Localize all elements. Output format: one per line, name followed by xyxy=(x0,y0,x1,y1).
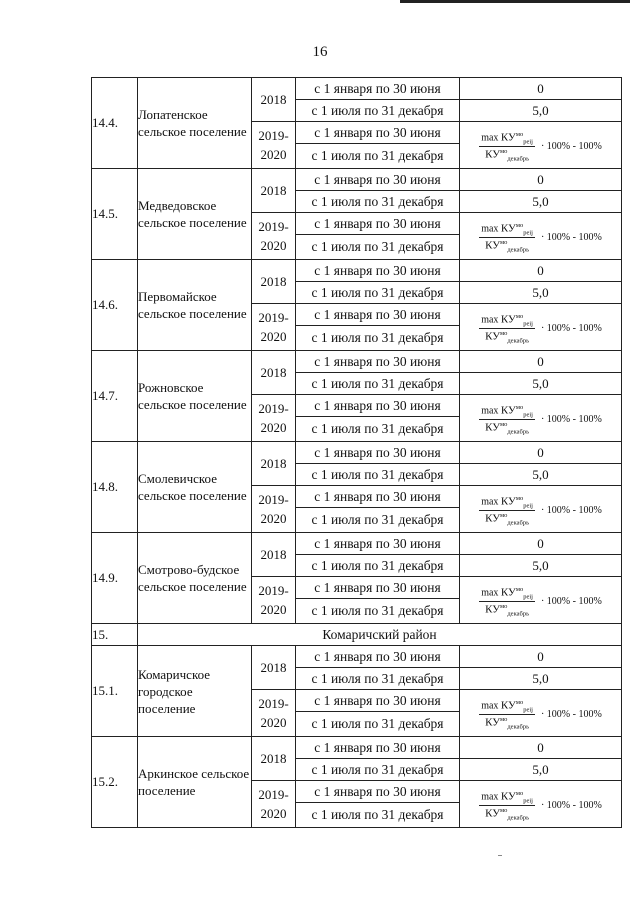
period-second-half: с 1 июля по 31 декабря xyxy=(296,373,460,395)
formula-max: max xyxy=(481,495,499,507)
year-2018: 2018 xyxy=(252,442,296,486)
formula-rest: · 100% - 100% xyxy=(540,504,602,516)
formula-sub-december: декабрь xyxy=(507,337,530,345)
period-second-half: с 1 июля по 31 декабря xyxy=(296,417,460,442)
period-first-half: с 1 января по 30 июня xyxy=(296,351,460,373)
formula-sup: мо xyxy=(515,403,524,411)
formula-rest: · 100% - 100% xyxy=(540,322,602,334)
formula-rest: · 100% - 100% xyxy=(540,140,602,152)
period-first-half: с 1 января по 30 июня xyxy=(296,260,460,282)
formula-max: max xyxy=(481,404,499,416)
formula-sup: мо xyxy=(515,789,524,797)
year-2018: 2018 xyxy=(252,533,296,577)
row-number: 14.4. xyxy=(92,78,138,169)
settlement-name: Медведовское сельское поселение xyxy=(138,169,252,260)
formula-max: max xyxy=(481,790,499,802)
formula-sup: мо xyxy=(515,221,524,229)
period-second-half: с 1 июля по 31 декабря xyxy=(296,803,460,828)
formula-cell xyxy=(460,781,622,828)
period-second-half: с 1 июля по 31 декабря xyxy=(296,282,460,304)
value-zero: 0 xyxy=(460,533,622,555)
period-first-half: с 1 января по 30 июня xyxy=(296,304,460,326)
formula xyxy=(479,495,602,527)
row-number: 14.6. xyxy=(92,260,138,351)
formula-max: max xyxy=(481,313,499,325)
page-number: 16 xyxy=(312,44,328,60)
year-2019-2020: 2019- 2020 xyxy=(252,122,296,169)
value-zero: 0 xyxy=(460,260,622,282)
year-2019-2020: 2019- 2020 xyxy=(252,690,296,737)
settlement-name: Комаричское городское поселение xyxy=(138,646,252,737)
formula-sup: мо xyxy=(500,511,508,519)
year-2018: 2018 xyxy=(252,169,296,213)
year-2018: 2018 xyxy=(252,737,296,781)
formula-ku: КУ xyxy=(485,807,500,820)
formula-max: max xyxy=(481,699,499,711)
formula-cell xyxy=(460,690,622,737)
formula-rest: · 100% - 100% xyxy=(540,231,602,243)
period-first-half: с 1 января по 30 июня xyxy=(296,690,460,712)
formula-ku: КУ xyxy=(485,148,500,161)
formula-rest: · 100% - 100% xyxy=(540,708,602,720)
row-number: 15.2. xyxy=(92,737,138,828)
formula-sub-december: декабрь xyxy=(507,246,530,254)
formula-max: max xyxy=(481,131,499,143)
formula-cell xyxy=(460,304,622,351)
formula-sub-december: декабрь xyxy=(507,814,530,822)
formula-ku: КУ xyxy=(485,716,500,729)
year-2018: 2018 xyxy=(252,260,296,304)
formula xyxy=(479,404,602,436)
table-row xyxy=(92,169,622,191)
period-second-half: с 1 июля по 31 декабря xyxy=(296,144,460,169)
period-second-half: с 1 июля по 31 декабря xyxy=(296,235,460,260)
value-five: 5,0 xyxy=(460,282,622,304)
scan-artifact xyxy=(498,855,502,856)
formula-sub-december: декабрь xyxy=(507,610,530,618)
formula-sub-december: декабрь xyxy=(507,155,530,163)
row-number: 14.7. xyxy=(92,351,138,442)
formula-sup: мо xyxy=(500,715,508,723)
formula-sup: мо xyxy=(515,698,524,706)
period-first-half: с 1 января по 30 июня xyxy=(296,533,460,555)
formula-cell xyxy=(460,486,622,533)
formula-sup: мо xyxy=(515,494,524,502)
formula-sup: мо xyxy=(515,312,524,320)
year-2019-2020: 2019- 2020 xyxy=(252,781,296,828)
formula-ku: КУ xyxy=(500,130,516,143)
settlement-name: Рожновское сельское поселение xyxy=(138,351,252,442)
period-first-half: с 1 января по 30 июня xyxy=(296,122,460,144)
period-first-half: с 1 января по 30 июня xyxy=(296,577,460,599)
formula-sup: мо xyxy=(500,602,508,610)
tariff-table xyxy=(91,77,622,828)
formula-sup: мо xyxy=(500,147,508,155)
formula-cell xyxy=(460,395,622,442)
period-first-half: с 1 января по 30 июня xyxy=(296,646,460,668)
formula xyxy=(479,586,602,618)
table-row xyxy=(92,737,622,759)
region-row xyxy=(92,624,622,646)
value-five: 5,0 xyxy=(460,191,622,213)
formula xyxy=(479,790,602,822)
year-2019-2020: 2019- 2020 xyxy=(252,213,296,260)
row-number: 14.8. xyxy=(92,442,138,533)
value-five: 5,0 xyxy=(460,100,622,122)
formula-ku: КУ xyxy=(500,789,516,802)
period-first-half: с 1 января по 30 июня xyxy=(296,169,460,191)
value-five: 5,0 xyxy=(460,464,622,486)
formula xyxy=(479,131,602,163)
value-five: 5,0 xyxy=(460,373,622,395)
formula-sub-december: декабрь xyxy=(507,723,530,731)
settlement-name: Первомайское сельское поселение xyxy=(138,260,252,351)
settlement-name: Смотрово-будское сельское поселение xyxy=(138,533,252,624)
table-row xyxy=(92,260,622,282)
formula-sub: peij xyxy=(523,796,533,804)
table-row xyxy=(92,646,622,668)
year-2019-2020: 2019- 2020 xyxy=(252,395,296,442)
formula-max: max xyxy=(481,222,499,234)
table-row xyxy=(92,442,622,464)
value-zero: 0 xyxy=(460,78,622,100)
formula-sub: peij xyxy=(523,319,533,327)
formula-sub: peij xyxy=(523,137,533,145)
formula-ku: КУ xyxy=(500,494,516,507)
formula-ku: КУ xyxy=(485,512,500,525)
formula-rest: · 100% - 100% xyxy=(540,595,602,607)
formula-sub: peij xyxy=(523,228,533,236)
formula-ku: КУ xyxy=(485,239,500,252)
value-five: 5,0 xyxy=(460,668,622,690)
formula-sub: peij xyxy=(523,410,533,418)
period-second-half: с 1 июля по 31 декабря xyxy=(296,599,460,624)
formula-ku: КУ xyxy=(500,698,516,711)
formula-rest: · 100% - 100% xyxy=(540,413,602,425)
formula-sup: мо xyxy=(515,130,524,138)
value-zero: 0 xyxy=(460,646,622,668)
table-row xyxy=(92,533,622,555)
formula-ku: КУ xyxy=(485,603,500,616)
formula-sub: peij xyxy=(523,501,533,509)
formula-sup: мо xyxy=(515,585,524,593)
value-five: 5,0 xyxy=(460,555,622,577)
period-second-half: с 1 июля по 31 декабря xyxy=(296,100,460,122)
period-second-half: с 1 июля по 31 декабря xyxy=(296,508,460,533)
period-second-half: с 1 июля по 31 декабря xyxy=(296,464,460,486)
region-number: 15. xyxy=(92,624,138,646)
formula-sub: peij xyxy=(523,592,533,600)
period-second-half: с 1 июля по 31 декабря xyxy=(296,191,460,213)
period-second-half: с 1 июля по 31 декабря xyxy=(296,326,460,351)
year-2018: 2018 xyxy=(252,78,296,122)
formula-sup: мо xyxy=(500,238,508,246)
value-zero: 0 xyxy=(460,351,622,373)
row-number: 15.1. xyxy=(92,646,138,737)
period-second-half: с 1 июля по 31 декабря xyxy=(296,668,460,690)
formula-ku: КУ xyxy=(500,221,516,234)
formula-sup: мо xyxy=(500,329,508,337)
period-first-half: с 1 января по 30 июня xyxy=(296,781,460,803)
year-2019-2020: 2019- 2020 xyxy=(252,304,296,351)
period-second-half: с 1 июля по 31 декабря xyxy=(296,712,460,737)
period-second-half: с 1 июля по 31 декабря xyxy=(296,555,460,577)
formula-cell xyxy=(460,213,622,260)
formula-ku: КУ xyxy=(500,585,516,598)
formula-max: max xyxy=(481,586,499,598)
formula xyxy=(479,699,602,731)
formula-ku: КУ xyxy=(500,312,516,325)
value-five: 5,0 xyxy=(460,759,622,781)
row-number: 14.5. xyxy=(92,169,138,260)
row-number: 14.9. xyxy=(92,533,138,624)
settlement-name: Аркинское сельское поселение xyxy=(138,737,252,828)
period-first-half: с 1 января по 30 июня xyxy=(296,395,460,417)
table-row xyxy=(92,78,622,100)
settlement-name: Лопатенское сельское поселение xyxy=(138,78,252,169)
period-first-half: с 1 января по 30 июня xyxy=(296,442,460,464)
year-2018: 2018 xyxy=(252,351,296,395)
year-2018: 2018 xyxy=(252,646,296,690)
period-first-half: с 1 января по 30 июня xyxy=(296,486,460,508)
period-second-half: с 1 июля по 31 декабря xyxy=(296,759,460,781)
region-name: Комаричский район xyxy=(138,624,622,646)
formula-sub-december: декабрь xyxy=(507,519,530,527)
settlement-name: Смолевичское сельское поселение xyxy=(138,442,252,533)
formula-sup: мо xyxy=(500,806,508,814)
formula-ku: КУ xyxy=(500,403,516,416)
value-zero: 0 xyxy=(460,169,622,191)
value-zero: 0 xyxy=(460,737,622,759)
table-row xyxy=(92,351,622,373)
period-first-half: с 1 января по 30 июня xyxy=(296,213,460,235)
period-first-half: с 1 января по 30 июня xyxy=(296,78,460,100)
top-rule xyxy=(400,0,630,3)
formula-sub-december: декабрь xyxy=(507,428,530,436)
period-first-half: с 1 января по 30 июня xyxy=(296,737,460,759)
formula-rest: · 100% - 100% xyxy=(540,799,602,811)
formula-sup: мо xyxy=(500,420,508,428)
formula-sub: peij xyxy=(523,705,533,713)
year-2019-2020: 2019- 2020 xyxy=(252,577,296,624)
formula-cell xyxy=(460,122,622,169)
formula-ku: КУ xyxy=(485,330,500,343)
year-2019-2020: 2019- 2020 xyxy=(252,486,296,533)
formula-cell xyxy=(460,577,622,624)
formula xyxy=(479,222,602,254)
formula-ku: КУ xyxy=(485,421,500,434)
value-zero: 0 xyxy=(460,442,622,464)
formula xyxy=(479,313,602,345)
